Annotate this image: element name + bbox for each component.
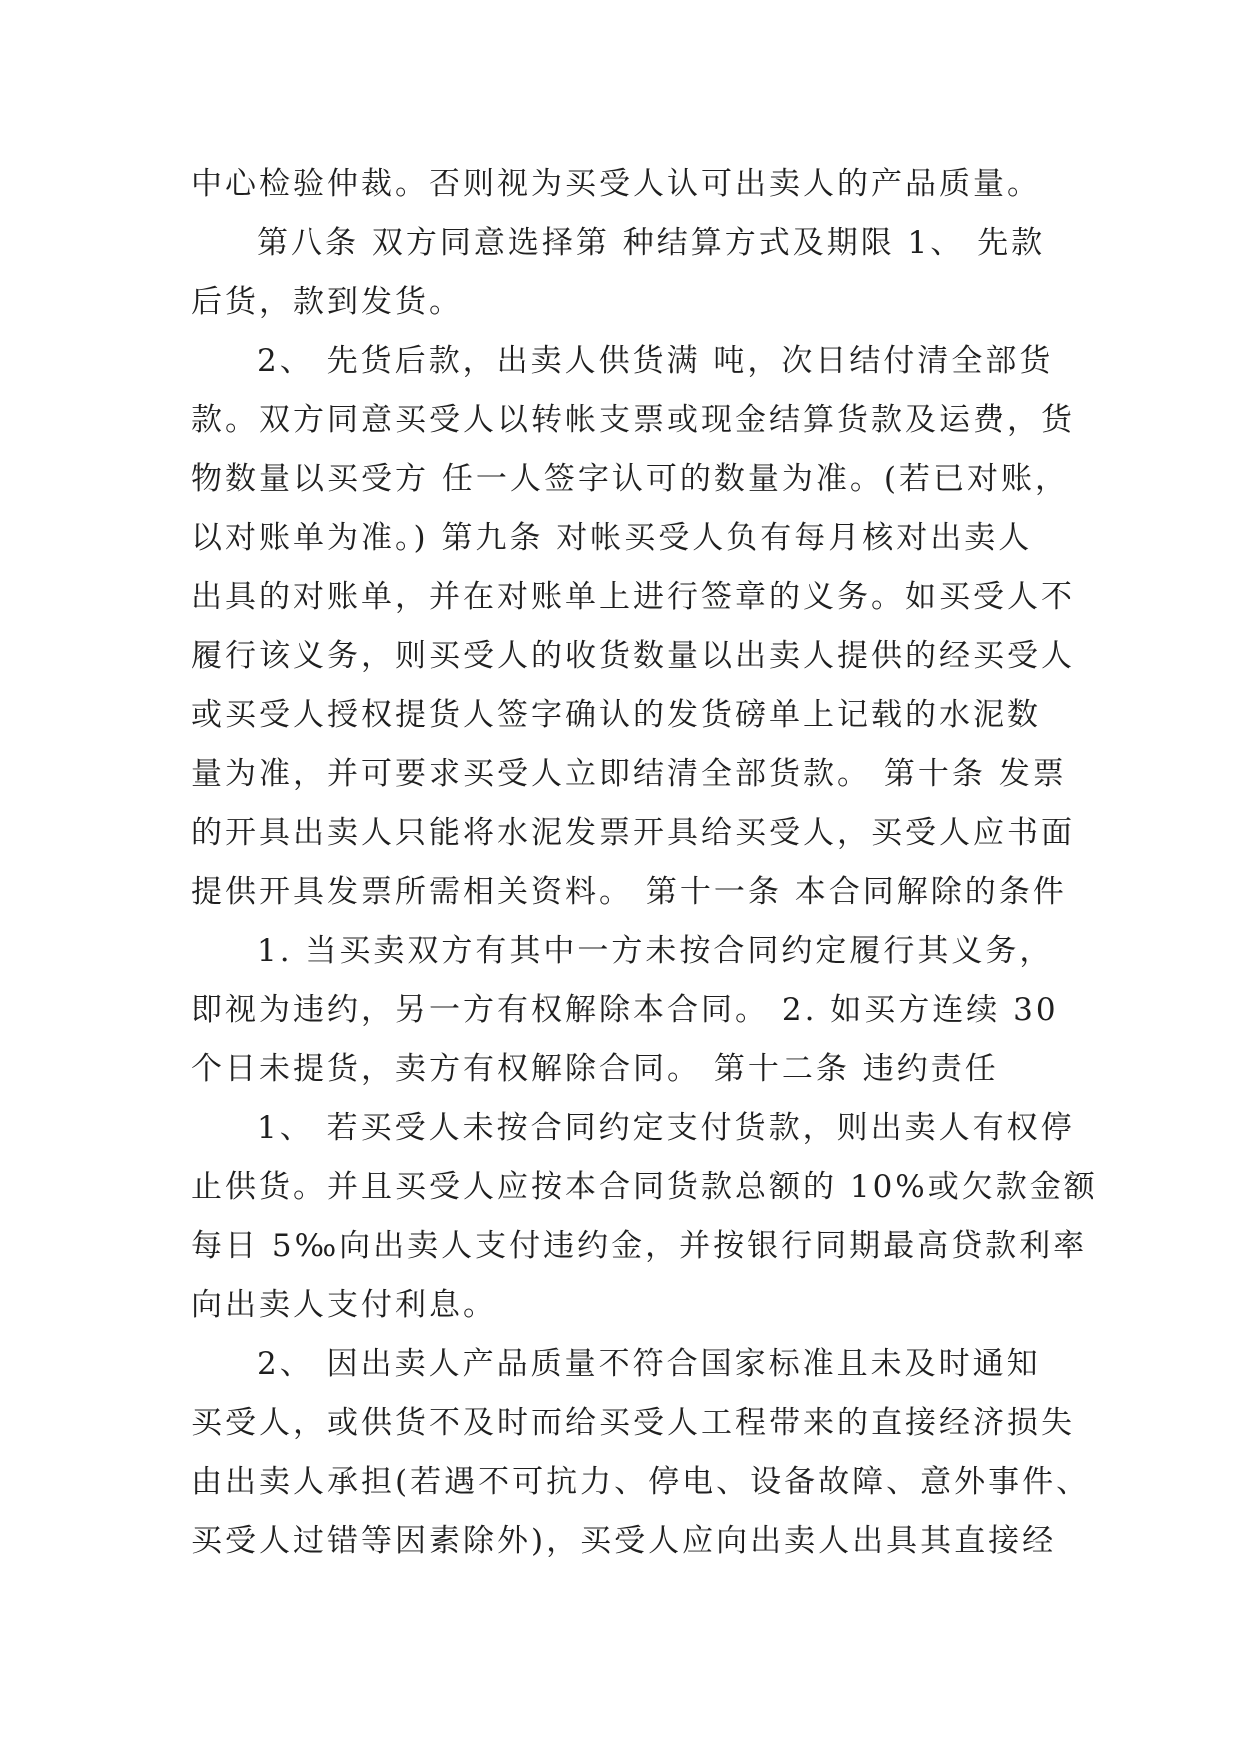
text-line: 每日 5‰向出卖人支付违约金，并按银行同期最高贷款利率: [191, 1228, 1088, 1264]
contract-text-body: [191, 155, 1098, 1571]
text-line: 1、 若买受人未按合同约定支付货款，则出卖人有权停: [257, 1110, 1075, 1146]
text-line: 或买受人授权提货人签字确认的发货磅单上记载的水泥数: [191, 697, 1041, 733]
text-line: 买受人，或供货不及时而给买受人工程带来的直接经济损失: [191, 1405, 1075, 1441]
text-line: 中心检验仲裁。否则视为买受人认可出卖人的产品质量。: [191, 166, 1041, 202]
text-line: 履行该义务，则买受人的收货数量以出卖人提供的经买受人: [191, 638, 1075, 674]
text-line: 2、 先货后款，出卖人供货满 吨，次日结付清全部货: [257, 343, 1054, 379]
text-line: 以对账单为准。) 第九条 对帐买受人负有每月核对出卖人: [191, 520, 1033, 556]
text-line: 款。双方同意买受人以转帐支票或现金结算货款及运费，货: [191, 402, 1075, 438]
text-line: 量为准，并可要求买受人立即结清全部货款。 第十条 发票: [191, 756, 1067, 792]
text-line: 2、 因出卖人产品质量不符合国家标准且未及时通知: [257, 1346, 1041, 1382]
text-line: 后货，款到发货。: [191, 284, 463, 320]
text-line: 的开具出卖人只能将水泥发票开具给买受人，买受人应书面: [191, 815, 1075, 851]
text-line: 止供货。并且买受人应按本合同货款总额的 10%或欠款金额: [191, 1169, 1098, 1205]
text-line: 向出卖人支付利息。: [191, 1287, 497, 1323]
text-line: 第八条 双方同意选择第 种结算方式及期限 1、 先款: [257, 225, 1046, 261]
text-line: 个日未提货，卖方有权解除合同。 第十二条 违约责任: [191, 1051, 999, 1087]
text-line: 买受人过错等因素除外)，买受人应向出卖人出具其直接经: [191, 1523, 1057, 1559]
text-line: 1. 当买卖双方有其中一方未按合同约定履行其义务，: [257, 933, 1054, 969]
text-line: 出具的对账单，并在对账单上进行签章的义务。如买受人不: [191, 579, 1075, 615]
text-line: 物数量以买受方 任一人签字认可的数量为准。(若已对账，: [191, 461, 1069, 497]
text-line: 即视为违约，另一方有权解除本合同。 2. 如买方连续 30: [191, 992, 1059, 1028]
text-line: 提供开具发票所需相关资料。 第十一条 本合同解除的条件: [191, 874, 1067, 910]
text-line: 由出卖人承担(若遇不可抗力、停电、设备故障、意外事件、: [191, 1464, 1091, 1500]
